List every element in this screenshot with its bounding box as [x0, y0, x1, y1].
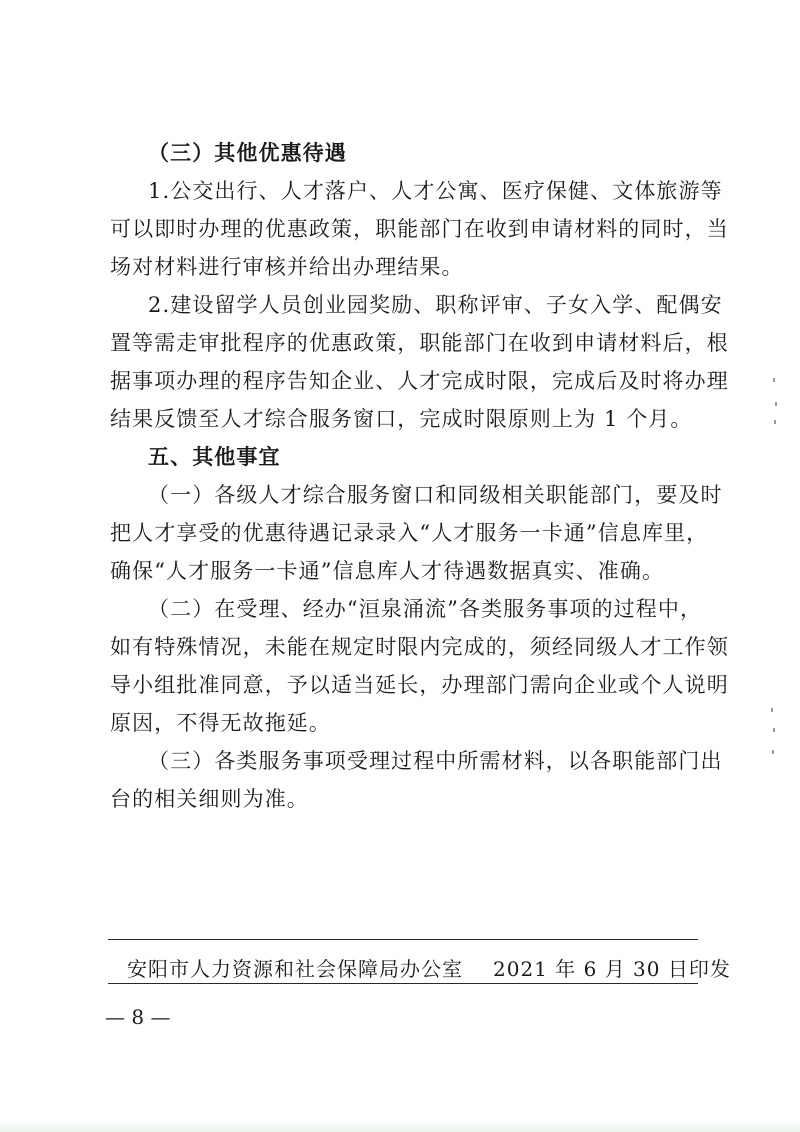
paragraph-line: 1.公交出行、人才落户、人才公寓、医疗保健、文体旅游等 [148, 179, 723, 203]
scan-speck [773, 378, 775, 382]
section-heading-other-benefits: （三）其他优惠待遇 [148, 140, 347, 165]
paragraph-line: 2.建设留学人员创业园奖励、职称评审、子女入学、配偶安 [148, 293, 723, 317]
scan-speck [772, 750, 774, 754]
scan-speck [773, 728, 775, 732]
paragraph-line: 原因，不得无故拖延。 [110, 711, 331, 735]
paragraph-line: 台的相关细则为准。 [110, 787, 309, 811]
scan-speck [771, 708, 773, 712]
paragraph-line: 确保“人才服务一卡通”信息库人才待遇数据真实、准确。 [110, 559, 665, 583]
paragraph-line: 导小组批准同意，予以适当延长，办理部门需向企业或个人说明 [110, 673, 729, 697]
footer-bottom-rule [108, 983, 698, 984]
paragraph-line: 如有特殊情况，未能在规定时限内完成的，须经同级人才工作领 [110, 635, 729, 659]
paragraph-line: 可以即时办理的优惠政策，职能部门在收到申请材料的同时，当 [110, 217, 729, 241]
paragraph-line: 据事项办理的程序告知企业、人才完成时限，完成后及时将办理 [110, 369, 729, 393]
paragraph-line: 结果反馈至人才综合服务窗口，完成时限原则上为 1 个月。 [110, 407, 693, 431]
scan-edge-tint [0, 1120, 800, 1132]
paragraph-line: 场对材料进行审核并给出办理结果。 [110, 255, 464, 279]
scan-speck [775, 402, 777, 406]
scan-speck [774, 420, 776, 424]
paragraph-line: （一）各级人才综合服务窗口和同级相关职能部门，要及时 [148, 483, 723, 507]
paragraph-line: （三）各类服务事项受理过程中所需材料，以各职能部门出 [148, 749, 723, 773]
page-number: — 8 — [105, 1005, 171, 1029]
footer-issuer: 安阳市人力资源和社会保障局办公室 [127, 957, 463, 981]
paragraph-line: （二）在受理、经办“洹泉涌流”各类服务事项的过程中， [148, 597, 703, 621]
section-heading-other-matters: 五、其他事宜 [148, 444, 281, 469]
footer-top-rule [108, 939, 698, 940]
paragraph-line: 置等需走审批程序的优惠政策，职能部门在收到申请材料后，根 [110, 331, 729, 355]
footer-date: 2021 年 6 月 30 日印发 [493, 957, 731, 981]
paragraph-line: 把人才享受的优惠待遇记录录入“人才服务一卡通”信息库里， [110, 521, 709, 545]
